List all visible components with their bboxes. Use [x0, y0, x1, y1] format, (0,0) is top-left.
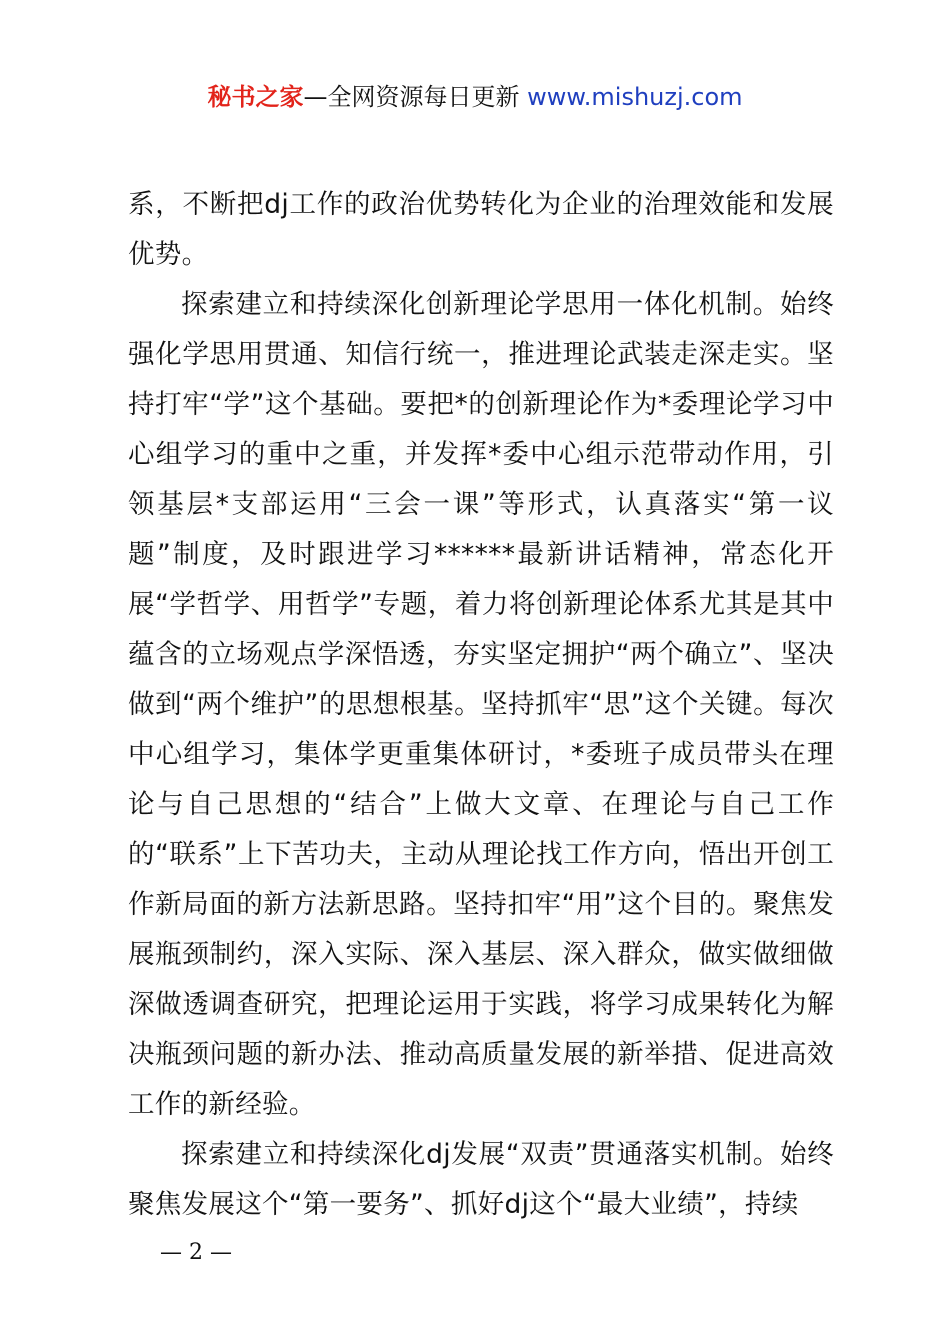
paragraph-continuation: 系，不断把dj工作的政治优势转化为企业的治理效能和发展优势。	[128, 189, 834, 270]
site-header	[0, 80, 950, 114]
document-body	[128, 180, 834, 1230]
paragraph-theory-mechanism: 探索建立和持续深化创新理论学思用一体化机制。始终强化学思用贯通、知信行统一，推进理论武装走深走实。坚持打牢“学”这个基础。要把*的创新理论作为*委理论学习中心组学习的重中之重，并发挥*委中心组示范带动作用，引领基层*支部运用“三会一课”等形式，认真落实“第一议题”制度，及时跟进学习******最新讲话精神，常态化开展“学哲学、用哲学”专题，着力将创新理论体系尤其是其中蕴含的立场观点学深悟透，夯实坚定拥护“两个确立”、坚决做到“两个维护”的思想根基。坚持抓牢“思”这个关键。每次中心组学习，集体学更重集体研讨，*委班子成员带头在理论与自己思想的“结合”上做大文章、在理论与自己工作的“联系”上下苦功夫，主动从理论找工作方向，悟出开创工作新局面的新方法新思路。坚持扣牢“用”这个目的。聚焦发展瓶颈制约，深入实际、深入基层、深入群众，做实做细做深做透调查研究，把理论运用于实践，将学习成果转化为解决瓶颈问题的新办法、推动高质量发展的新举措、促进高效工作的新经验。	[128, 289, 834, 1120]
site-url-link[interactable]: www.mishuzj.com	[527, 83, 743, 111]
paragraph-dual-responsibility: 探索建立和持续深化dj发展“双责”贯通落实机制。始终聚焦发展这个“第一要务”、抓好dj这个“最大业绩”，持续	[128, 1139, 834, 1220]
site-tagline: —全网资源每日更新	[303, 83, 520, 111]
page-number: — 2 —	[160, 1240, 232, 1265]
site-brand: 秘书之家	[207, 83, 304, 111]
